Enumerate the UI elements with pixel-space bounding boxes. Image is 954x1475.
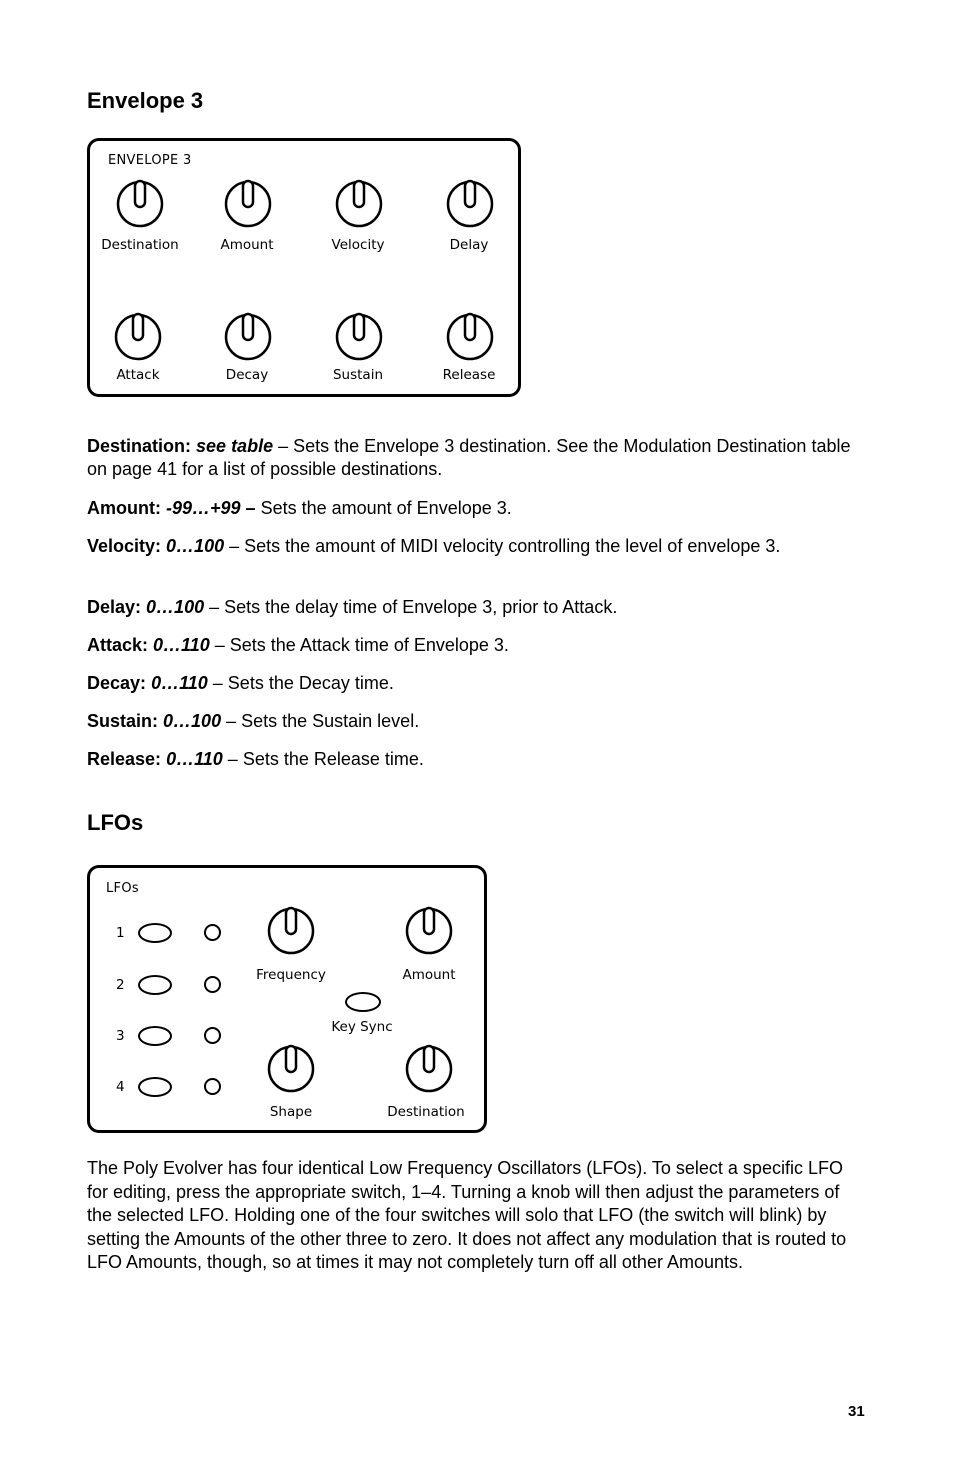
param-desc: Sets the Decay time. [227,673,394,693]
param-sep: – [221,711,242,731]
param-name: Destination: [87,436,192,456]
lfo-led-1 [204,924,221,941]
lfo-led-2 [204,976,221,993]
param-range: 0…110 [151,673,208,693]
destination-knob-icon [405,1044,453,1094]
knob-label-shape: Shape [269,1104,313,1120]
lfo-number-4: 4 [116,1079,125,1095]
param-name: Decay: [87,673,147,693]
lfo-number-2: 2 [116,977,125,993]
param-attack [87,634,867,657]
param-name: Velocity: [87,536,162,556]
lfo-led-4 [204,1078,221,1095]
knob-label-frequency: Frequency [256,967,326,983]
param-name: Delay: [87,597,142,617]
amount-knob-icon [405,906,453,956]
key-sync-label: Key Sync [331,1019,393,1035]
lfo-number-3: 3 [116,1028,125,1044]
param-desc: Sets the amount of MIDI velocity controlling the level of envelope 3. [244,536,781,556]
param-desc: Sets the Release time. [242,749,424,769]
lfo-switch-3 [138,1026,172,1046]
knob-label-destination: Destination [387,1104,465,1120]
release-knob-icon [446,312,494,362]
knob-label-amount: Amount [220,237,274,253]
knob-label-delay: Delay [449,237,489,253]
param-range: 0…100 [163,711,222,731]
param-destination [87,435,867,481]
knob-label-amount: Amount [402,967,456,983]
lfos-description: The Poly Evolver has four identical Low Frequency Oscillators (LFOs). To select a specific LFO for editing, press the appropriate switch, 1–4. Turning a knob will then adjust the parameters of the selected LFO. Holding one of the four switches will solo that LFO (the switch will blink) by setting the Amounts of the other three to zero. It does not affect any modulation that is routed to LFO Amounts, though, so at times it may not completely turn off all other Amounts. [87,1158,847,1272]
param-range: 0…110 [166,749,223,769]
section-heading-lfos: LFOs [87,810,144,835]
knob-label-decay: Decay [225,367,269,383]
param-desc: Sets the amount of Envelope 3. [260,498,512,518]
envelope3-panel-title: ENVELOPE 3 [108,153,192,168]
lfo-led-3 [204,1027,221,1044]
param-range: 0…100 [166,536,225,556]
knob-label-release: Release [442,367,496,383]
param-amount [87,497,867,520]
param-desc: Sets the Envelope 3 destination. See the Modulation Destination table on page 41 for a list of possible destinations. [87,436,851,479]
param-sep: – [204,597,225,617]
param-sustain [87,710,867,733]
lfos-panel-title: LFOs [106,881,139,896]
lfo-switch-1 [138,923,172,943]
knob-label-destination: Destination [101,237,179,253]
lfo-switch-2 [138,975,172,995]
page-number: 31 [848,1403,865,1420]
param-decay [87,672,867,695]
knob-label-velocity: Velocity [331,237,385,253]
param-sep: – [222,749,243,769]
section-heading-envelope3: Envelope 3 [87,88,204,113]
param-name: Sustain: [87,711,159,731]
knob-label-attack: Attack [116,367,160,383]
param-name: Attack: [87,635,149,655]
sustain-knob-icon [335,312,383,362]
attack-knob-icon [114,312,162,362]
param-name: Release: [87,749,162,769]
param-sep: – [209,635,230,655]
envelope3-panel-diagram [87,138,521,397]
lfo-number-1: 1 [116,925,125,941]
delay-knob-icon [446,179,494,229]
param-range: -99…+99 – [166,498,256,518]
param-sep: – [207,673,228,693]
lfo-switch-4 [138,1077,172,1097]
param-range: see table [196,436,274,456]
param-release [87,748,867,771]
shape-knob-icon [267,1044,315,1094]
frequency-knob-icon [267,906,315,956]
key-sync-switch [345,992,381,1012]
knob-label-sustain: Sustain [332,367,384,383]
param-sep: – [273,436,294,456]
param-desc: Sets the Attack time of Envelope 3. [229,635,509,655]
param-desc: Sets the delay time of Envelope 3, prior to Attack. [224,597,618,617]
lfos-panel-diagram [87,865,487,1133]
param-velocity [87,535,867,558]
amount-knob-icon [224,179,272,229]
decay-knob-icon [224,312,272,362]
param-delay [87,596,867,619]
param-range: 0…110 [153,635,210,655]
param-desc: Sets the Sustain level. [241,711,420,731]
param-name: Amount: [87,498,161,518]
velocity-knob-icon [335,179,383,229]
param-sep: – [224,536,245,556]
param-range: 0…100 [146,597,205,617]
destination-knob-icon [116,179,164,229]
